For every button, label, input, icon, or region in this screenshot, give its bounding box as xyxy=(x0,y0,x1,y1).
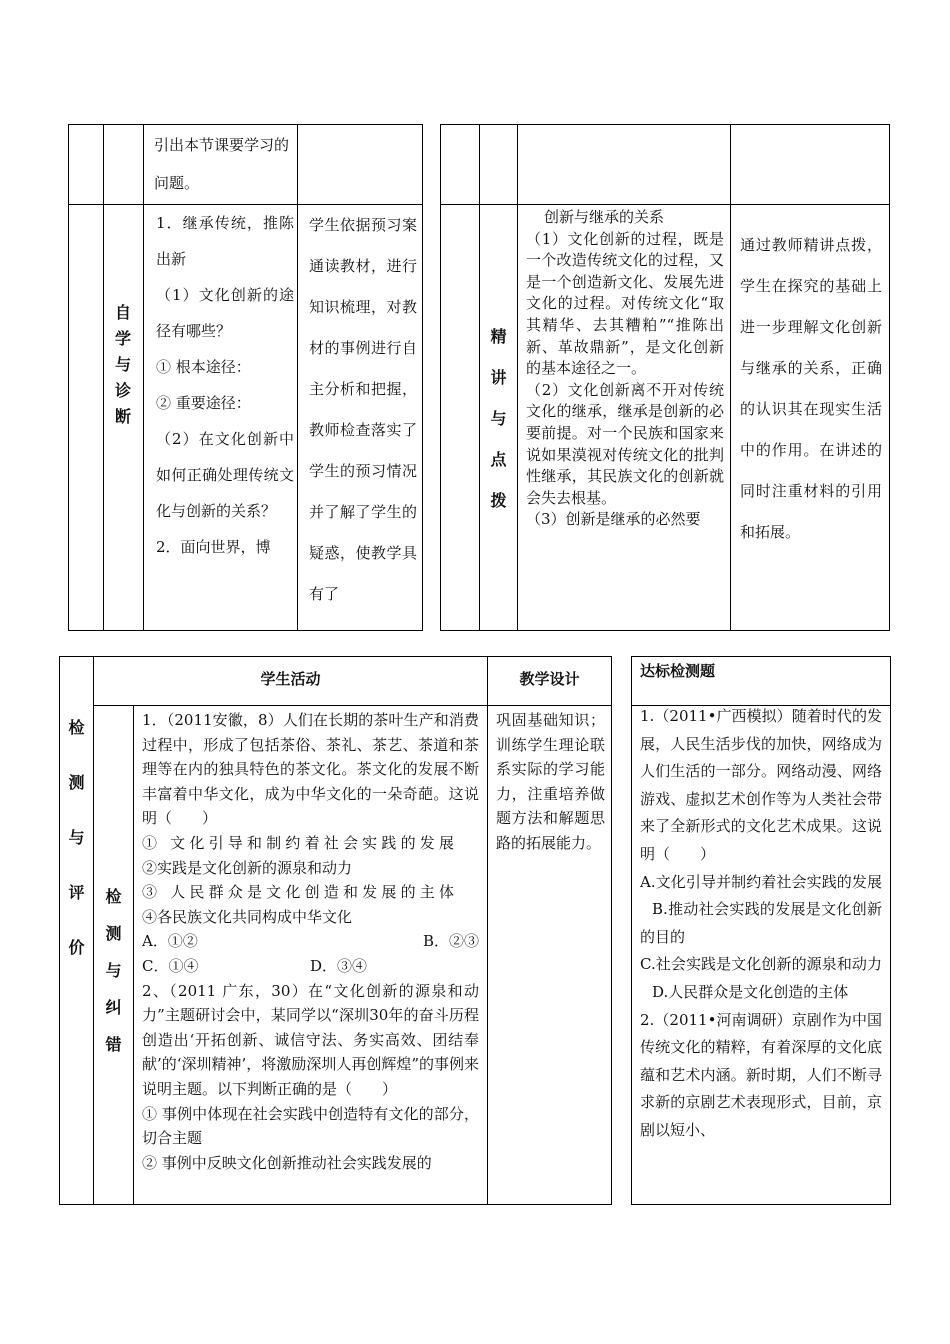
quiz-option: ④各民族文化共同构成中华文化 xyxy=(142,907,353,926)
side-box-title: 达标检测题 xyxy=(640,662,716,680)
student-activity-text: 学生依据预习案通读教材，进行知识梳理，对教材的事例进行自主分析和把握，教师检查落实了学生的预习情况并了解了学生的疑惑，使教学具有了 xyxy=(309,216,417,603)
explain-title: 创新与继承的关系 xyxy=(544,208,665,226)
study-line: 1．继承传统，推陈出新 xyxy=(156,214,294,268)
quiz-stem: 2、（2011 广东，30）在“文化创新的源泉和动力”主题研讨会中，某同学以“深圳30年的奋斗历程创造出‘开拓创新、诚信守法、务实高效、团结奉献’的‘深圳精神’，将激励深圳人再创辉煌”的事例来说明主题。以下判断正确的是（ ） xyxy=(142,981,479,1098)
rule xyxy=(440,630,890,631)
study-questions xyxy=(156,205,294,629)
answer-d: D．③④ xyxy=(310,956,368,975)
rule xyxy=(68,124,423,125)
rule xyxy=(889,124,890,631)
answer-a: A．①② xyxy=(142,932,198,951)
study-line: （2）在文化创新中如何正确处理传统文化与创新的关系？ xyxy=(156,430,294,520)
quiz-option: ②实践是文化创新的源泉和动力 xyxy=(142,858,353,877)
quiz-option: ① 文化引导和制约着社会实践的发展 xyxy=(142,833,459,852)
quiz-answer-row xyxy=(142,929,479,954)
study-line: 2．面向世界，博 xyxy=(156,538,271,556)
side-option-b: B.推动社会实践的发展是文化创新的目的 xyxy=(640,900,882,946)
rule xyxy=(68,630,423,631)
answer-c: C．①④ xyxy=(142,956,199,975)
self-study-label xyxy=(104,300,142,430)
rule xyxy=(440,204,890,205)
quiz-answer-row xyxy=(142,954,479,979)
side-option-a: A.文化引导并制约着社会实践的发展 xyxy=(640,872,882,891)
rule xyxy=(143,124,144,631)
rule xyxy=(487,656,488,1205)
side-quiz-option xyxy=(640,869,882,952)
check-label xyxy=(94,878,133,1063)
explain-label xyxy=(480,316,517,521)
rule xyxy=(611,656,612,1205)
rule xyxy=(890,656,891,1205)
explain-item: （2）文化创新离不开对传统文化的继承，继承是创新的必要前提。对一个民族和国家来说如果漠视对传统文化的批判性继承，其民族文化的创新就会失去根基。 xyxy=(526,380,724,507)
rule xyxy=(133,705,134,1205)
side-quiz-option xyxy=(640,951,882,1006)
quiz-stem: 1．（2011安徽，8）人们在长期的茶叶生产和消费过程中，形成了包括茶俗、茶礼、茶艺、茶道和茶理等在内的独具特色的茶文化。茶文化的发展不断丰富着中华文化，成为中华文化的一朵奇葩。这说明（ ） xyxy=(142,711,479,828)
explain-label-text: 精讲与点拨 xyxy=(490,327,507,510)
quiz-questions xyxy=(142,708,479,1203)
student-activity-header: 学生活动 xyxy=(260,670,321,688)
rule xyxy=(440,124,890,125)
teaching-design-header: 教学设计 xyxy=(519,670,580,688)
quiz-option: ② 事例中反映文化创新推动社会实践发展的 xyxy=(142,1153,432,1172)
quiz-design-text: 巩固基础知识；训练学生理论联系实际的学习能力，注重培养做题方法和解题思路的拓展能力。 xyxy=(496,711,605,852)
explain-content xyxy=(526,207,724,629)
rule xyxy=(297,124,298,631)
side-option-c: C.社会实践是文化创新的源泉和动力 xyxy=(640,955,882,974)
design-text: 通过教师精讲点拨，学生在探究的基础上进一步理解文化创新与继承的关系，正确的认识其在现实生活中的作用。在讲述的同时注重材料的引用和拓展。 xyxy=(740,236,882,541)
self-study-label-text: 自学与诊断 xyxy=(114,303,131,426)
explain-item: （3）创新是继承的必然要 xyxy=(526,510,701,529)
rule xyxy=(517,124,518,631)
rule xyxy=(730,124,731,631)
intro-text: 引出本节课要学习的问题。 xyxy=(154,136,290,192)
quiz-option: ① 事例中体现在社会实践中创造特有文化的部分，切合主题 xyxy=(142,1104,479,1148)
study-line: （1）文化创新的途径有哪些？ xyxy=(156,286,294,340)
check-label-text: 检测与纠错 xyxy=(105,887,122,1054)
side-quiz-stem: 1.（2011•广西模拟）随着时代的发展，人民生活步伐的加快，网络成为人们生活的一部分。网络动漫、网络游戏、虚拟艺术创作等为人类社会带来了全新形式的文化艺术成果。这说明（ ） xyxy=(640,707,882,863)
rule xyxy=(631,656,891,657)
answer-b: B．②③ xyxy=(422,932,479,951)
rule xyxy=(422,124,423,631)
side-quiz-stem: 2.（2011•河南调研）京剧作为中国传统文化的精粹，有着深厚的文化底蕴和艺术内涵。新时期，人们不断寻求新的京剧艺术表现形式，目前，京剧以短小、 xyxy=(640,1010,882,1139)
evaluate-label-text: 检测与评价 xyxy=(68,718,85,957)
side-option-d: D.人民群众是文化创造的主体 xyxy=(652,982,849,1001)
rule xyxy=(59,656,612,657)
rule xyxy=(68,124,69,631)
study-line: ② 重要途径： xyxy=(156,394,251,412)
rule xyxy=(59,1204,612,1205)
rule xyxy=(631,1204,891,1205)
rule xyxy=(93,705,612,706)
side-box-questions xyxy=(640,703,882,1203)
rule xyxy=(631,656,632,1205)
study-line: ① 根本途径： xyxy=(156,358,251,376)
rule xyxy=(440,124,441,631)
explain-item: （1）文化创新的过程，既是一个改造传统文化的过程，又是一个创造新文化、发展先进文化的过程。对传统文化“取其精华、去其糟粕”“推陈出新、革故鼎新”，是文化创新的基本途径之一。 xyxy=(526,229,724,378)
evaluate-label xyxy=(60,700,93,975)
quiz-option: ③ 人民群众是文化创造和发展的主体 xyxy=(142,883,459,902)
